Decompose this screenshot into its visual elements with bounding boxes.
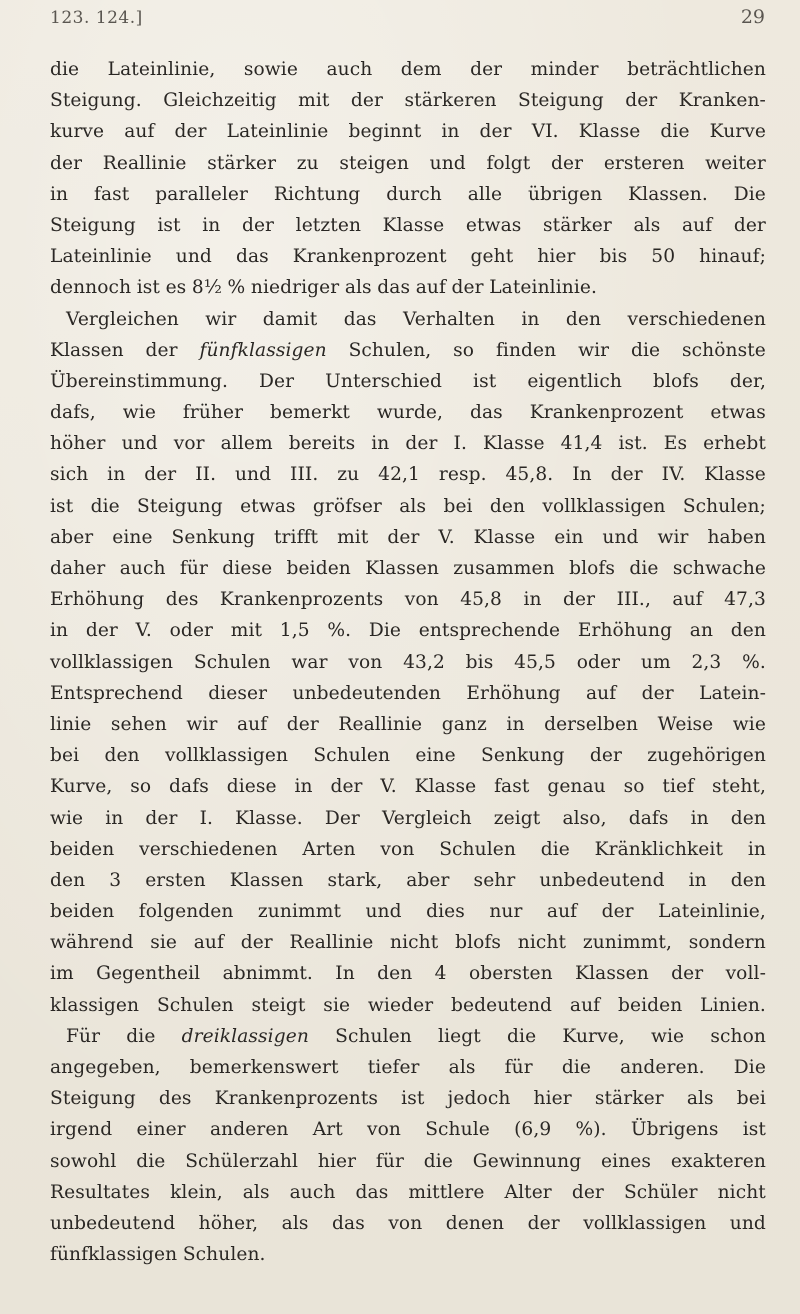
text-line: dennoch ist es 8½ % niedriger als das auf der Lateinlinie. xyxy=(50,277,597,299)
text-line: daher auch für diese beiden Klassen zusammen blofs die schwache xyxy=(50,558,766,579)
text-line: ist die Steigung etwas gröfser als bei den vollklassigen Schulen; xyxy=(50,495,766,517)
text-line: aber eine Senkung trifft mit der V. Klasse ein und wir haben xyxy=(50,526,766,548)
text-line: sowohl die Schülerzahl hier für die Gewinnung eines exakteren xyxy=(50,1150,766,1172)
text-line: fünfklassigen Schulen. xyxy=(50,1244,266,1266)
body-text xyxy=(50,54,766,1270)
text-line: sich in der II. und III. zu 42,1 resp. 45,8. In der IV. Klasse xyxy=(50,464,766,486)
text-line: der Reallinie stärker zu steigen und folgt der ersteren weiter xyxy=(50,152,766,174)
text-line: vollklassigen Schulen war von 43,2 bis 45,5 oder um 2,3 %. xyxy=(50,651,766,673)
running-head xyxy=(50,6,765,32)
text-line: bei den vollklassigen Schulen eine Senkung der zugehörigen xyxy=(50,745,766,767)
text-line: Resultates klein, als auch das mittlere Alter der Schüler nicht xyxy=(50,1181,766,1203)
page-number: 29 xyxy=(740,6,765,28)
text-line: Für die dreiklassigen Schulen liegt die Kurve, wie schon xyxy=(66,1025,766,1047)
text-line: klassigen Schulen steigt sie wieder bedeutend auf beiden Linien. xyxy=(50,994,766,1016)
text-line: höher und vor allem bereits in der I. Klasse 41,4 ist. Es erhebt xyxy=(50,433,766,455)
text-line: wie in der I. Klasse. Der Vergleich zeigt also, dafs in den xyxy=(50,807,766,829)
text-line: die Lateinlinie, sowie auch dem der minder beträchtlichen xyxy=(50,59,766,80)
text-line: angegeben, bemerkenswert tiefer als für die anderen. Die xyxy=(50,1057,766,1078)
text-line: Erhöhung des Krankenprozents von 45,8 in der III., auf 47,3 xyxy=(50,589,766,611)
text-line: beiden folgenden zunimmt und dies nur auf der Lateinlinie, xyxy=(50,901,766,923)
text-line: in der V. oder mit 1,5 %. Die entsprechende Erhöhung an den xyxy=(50,620,766,642)
section-reference: 123. 124.] xyxy=(50,8,143,28)
text-line: kurve auf der Lateinlinie beginnt in der VI. Klasse die Kurve xyxy=(50,121,766,143)
text-line: Vergleichen wir damit das Verhalten in den verschiedenen xyxy=(66,308,766,330)
text-line: irgend einer anderen Art von Schule (6,9 %). Übrigens ist xyxy=(50,1119,766,1141)
text-line: im Gegentheil abnimmt. In den 4 obersten Klassen der voll- xyxy=(50,963,766,985)
text-line: in fast paralleler Richtung durch alle übrigen Klassen. Die xyxy=(50,183,766,205)
text-line: unbedeutend höher, als das von denen der vollklassigen und xyxy=(50,1212,766,1234)
text-line: Klassen der fünfklassigen Schulen, so finden wir die schönste xyxy=(50,339,766,361)
text-line: Lateinlinie und das Krankenprozent geht hier bis 50 hinauf; xyxy=(50,246,766,268)
text-line: Steigung ist in der letzten Klasse etwas stärker als auf der xyxy=(50,214,766,236)
text-line: Steigung. Gleichzeitig mit der stärkeren Steigung der Kranken- xyxy=(50,90,766,112)
text-line: linie sehen wir auf der Reallinie ganz in derselben Weise wie xyxy=(50,713,766,735)
text-line: den 3 ersten Klassen stark, aber sehr unbedeutend in den xyxy=(50,869,766,891)
text-line: dafs, wie früher bemerkt wurde, das Krankenprozent etwas xyxy=(50,402,766,424)
text-line: beiden verschiedenen Arten von Schulen die Kränklichkeit in xyxy=(50,838,766,860)
text-line: Kurve, so dafs diese in der V. Klasse fast genau so tief steht, xyxy=(50,776,766,798)
text-line: Übereinstimmung. Der Unterschied ist eigentlich blofs der, xyxy=(50,370,766,392)
text-line: während sie auf der Reallinie nicht blofs nicht zunimmt, sondern xyxy=(50,932,766,954)
text-line: Steigung des Krankenprozents ist jedoch hier stärker als bei xyxy=(50,1088,766,1110)
text-line: Entsprechend dieser unbedeutenden Erhöhung auf der Latein- xyxy=(50,682,766,704)
